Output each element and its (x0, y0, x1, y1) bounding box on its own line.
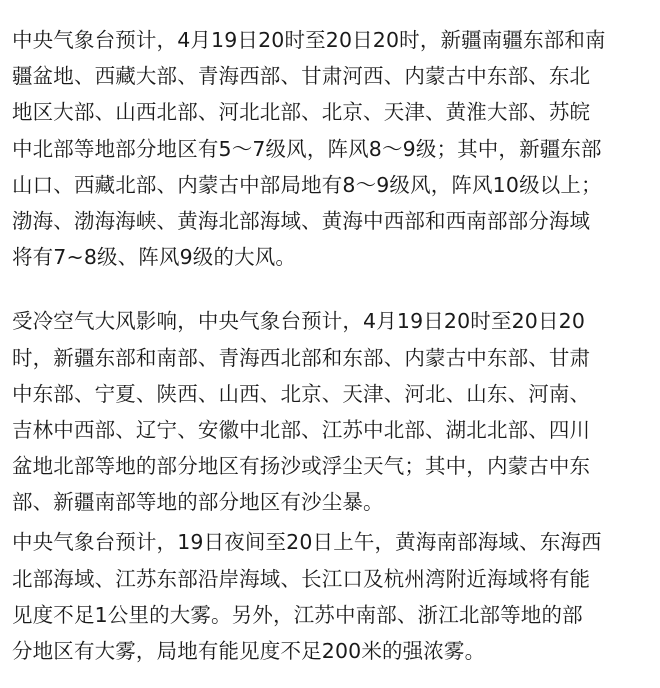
text-line: 中北部等地部分地区有5～7级风，阵风8～9级；其中，新疆东部 (12, 136, 602, 161)
text-line: 时，新疆东部和南部、青海西北部和东部、内蒙古中东部、甘肃 (12, 345, 591, 370)
text-line: 山口、西藏北部、内蒙古中部局地有8～9级风，阵风10级以上； (12, 172, 602, 197)
text-line: 北部海域、江苏东部沿岸海域、长江口及杭州湾附近海域将有能 (12, 566, 591, 591)
text-line: 部、新疆南部等地的部分地区有沙尘暴。 (12, 490, 384, 515)
text-line: 受冷空气大风影响，中央气象台预计，4月19日20时至20日20 (12, 309, 586, 334)
paragraph-fog-forecast (12, 520, 652, 669)
text-line: 将有7~8级、阵风9级的大风。 (12, 245, 297, 270)
text-line: 中央气象台预计，19日夜间至20日上午，黄海南部海域、东海西 (12, 530, 602, 555)
paragraph-wind-forecast (12, 0, 652, 275)
paragraph-dust-forecast (12, 275, 652, 520)
text-line: 疆盆地、西藏大部、青海西部、甘肃河西、内蒙古中东部、东北 (12, 64, 591, 89)
text-line: 中东部、宁夏、陕西、山西、北京、天津、河北、山东、河南、 (12, 381, 591, 406)
text-line: 分地区有大雾，局地有能见度不足200米的强浓雾。 (12, 639, 486, 663)
text-line: 渤海、渤海海峡、黄海北部海域、黄海中西部和西南部部分海域 (12, 208, 591, 233)
text-line: 见度不足1公里的大雾。另外，江苏中南部、浙江北部等地的部 (12, 602, 583, 627)
article-body (12, 0, 652, 669)
text-line: 中央气象台预计，4月19日20时至20日20时，新疆南疆东部和南 (12, 28, 606, 52)
text-line: 盆地北部等地的部分地区有扬沙或浮尘天气；其中，内蒙古中东 (12, 454, 591, 479)
text-line: 吉林中西部、辽宁、安徽中北部、江苏中北部、湖北北部、四川 (12, 417, 591, 442)
text-line: 地区大部、山西北部、河北北部、北京、天津、黄淮大部、苏皖 (12, 100, 591, 125)
